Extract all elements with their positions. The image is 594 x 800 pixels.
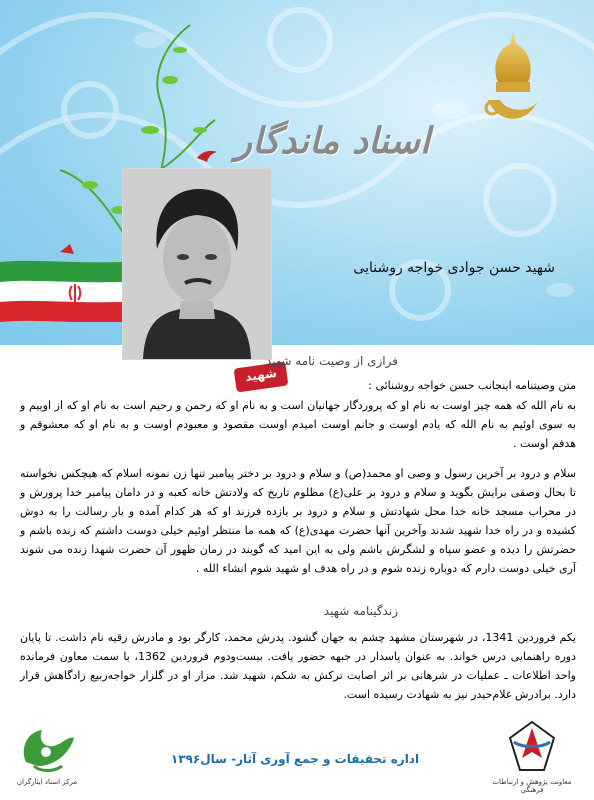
right-logo-caption: معاونت پژوهش و ارتباطات فرهنگی — [492, 778, 572, 794]
badge-label: شهید — [244, 365, 278, 385]
martyr-portrait — [122, 168, 272, 360]
dove-logo-icon — [16, 722, 78, 774]
shrine-logo-icon — [478, 30, 548, 130]
left-logo — [16, 722, 78, 792]
right-logo — [492, 718, 572, 798]
left-logo-caption: مرکز اسناد ایثارگران — [16, 778, 78, 786]
foundation-logo-icon — [492, 718, 572, 774]
martyr-name: شهید حسن جوادی خواجه روشنایی — [353, 260, 555, 276]
bio-heading: زندگینامه شهید — [323, 604, 398, 618]
bio-paragraph: یکم فروردین 1341، در شهرستان مشهد چشم به جهان گشود. پدرش محمد، کارگر بود و مادرش رقیه نام داشت. تا پایان دوره راهنمایی درس خواند. به عنوان پاسدار در جبهه حضور یافت. بیست‌ودوم فروردین 1362، با سمت معاون فرمانده واحد اطلاعات ـ عملیات در شرهانی بر اثر اصابت ترکش به شکم، شهید شد. مزار او در گلزار خواجه‌ربیع زادگاهش قرار دارد. برادرش غلام‌حیدر نیز به شهادت رسیده است. — [20, 631, 577, 701]
page-title: اسناد ماندگار — [234, 120, 430, 162]
will-heading: فرازی از وصیت نامه شهید — [265, 354, 398, 368]
footer-credit: اداره تحقیقات و جمع آوری آثار- سال۱۳۹۶ — [170, 752, 420, 766]
will-paragraph-1: به نام الله که همه چیز اوست به نام او که پروردگار جهانیان است و به نام او که رحمن و رحیم است به نام او که از اوییم و به سوی اوئیم به نام الله که یادم اوست و جانم اوست امیدم اوست مقصود و معبودم اوست و به نام او که معشوقم و هدفم اوست . — [20, 399, 576, 450]
will-intro: متن وصیتنامه اینجانب حسن خواجه روشنائی : — [368, 379, 576, 392]
will-paragraph-2: سلام و درود بر آخرین رسول و وصی او محمد(ص) و سلام و درود بر دختر پیامبر تنها زن نمونه اسلام که هیچکس نخواسته تا بحال وصفی برایش بگوید و سلام و درود بر علی(ع) مظلوم تاریخ که ولادتش خانه کعبه و در دامان پیامبر خدا پرورش و در محراب مسجد خانه خدا محل شهادتش و سلام و درود بر یازده فرزند او که هر کدام آمده و بار رسالت را به دوش کشیده و در راه خدا شهید شدند وآخرین آنها حضرت مهدی(ع) که همه ما منتظر اوئیم خیلی دوست داشتم که زنده باشم و حضرتش را دیده و عضو سپاه و لشگرش باشم ولی به این امید که گویند در زمان ظهور آن حضرت شهدا زنده می شوند آری خیلی دوست دارم که دوباره زنده شوم و در راه هدف او شهید شوم انشاء الله . — [20, 467, 576, 575]
